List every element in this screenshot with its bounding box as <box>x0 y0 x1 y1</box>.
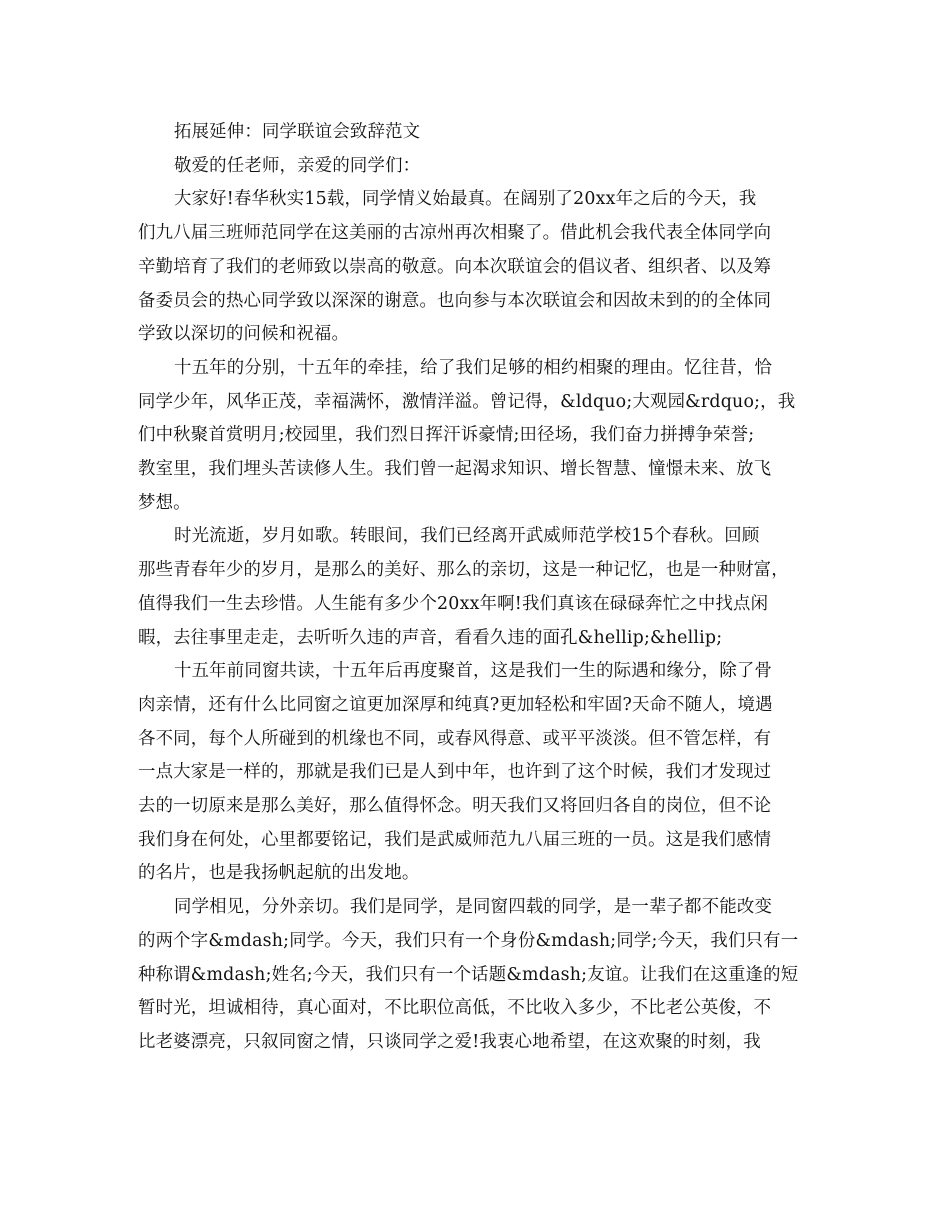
text-line: 我们身在何处，心里都要铭记，我们是武威师范九八届三班的一员。这是我们感情 <box>138 829 772 850</box>
text-line: 梦想。 <box>138 492 191 513</box>
text-line: 暇，去往事里走走，去听听久违的声音，看看久违的面孔&hellip;&hellip; <box>138 627 723 648</box>
text-line: 值得我们一生去珍惜。人生能有多少个20xx年啊!我们真该在碌碌奔忙之中找点闲 <box>138 593 769 614</box>
text-line: 十五年前同窗共读，十五年后再度聚首，这是我们一生的际遇和缘分，除了骨 <box>174 661 773 682</box>
text-line: 大家好!春华秋实15载，同学情义始最真。在阔别了20xx年之后的今天，我 <box>174 189 757 210</box>
text-line: 那些青春年少的岁月，是那么的美好、那么的亲切，这是一种记忆，也是一种财富， <box>138 560 789 581</box>
text-line: 去的一切原来是那么美好，那么值得怀念。明天我们又将回归各自的岗位，但不论 <box>138 796 772 817</box>
text-line: 们九八届三班师范同学在这美丽的古凉州再次相聚了。借此机会我代表全体同学向 <box>138 223 772 244</box>
text-line: 比老婆漂亮，只叙同窗之情，只谈同学之爱!我衷心地希望，在这欢聚的时刻，我 <box>138 1031 761 1052</box>
text-line: 同学少年，风华正茂，幸福满怀，激情洋溢。曾记得，&ldquo;大观园&rdquo;，我 <box>138 391 796 412</box>
text-line: 暂时光，坦诚相待，真心面对，不比职位高低，不比收入多少，不比老公英俊，不 <box>138 998 772 1019</box>
text-line: 备委员会的热心同学致以深深的谢意。也向参与本次联谊会和因故未到的的全体同 <box>138 290 772 311</box>
text-line: 们中秋聚首赏明月;校园里，我们烈日挥汗诉豪情;田径场，我们奋力拼搏争荣誉; <box>138 425 755 446</box>
text-line: 种称谓&mdash;姓名;今天，我们只有一个话题&mdash;友谊。让我们在这重逢的短 <box>138 964 799 985</box>
text-line: 辛勤培育了我们的老师致以崇高的敬意。向本次联谊会的倡议者、组织者、以及筹 <box>138 256 772 277</box>
text-line: 的名片，也是我扬帆起航的出发地。 <box>138 863 420 884</box>
text-line: 各不同，每个人所碰到的机缘也不同，或春风得意、或平平淡淡。但不管怎样，有 <box>138 728 772 749</box>
text-line: 时光流逝，岁月如歌。转眼间，我们已经离开武威师范学校15个春秋。回顾 <box>174 526 760 547</box>
text-line: 学致以深切的问候和祝福。 <box>138 324 350 345</box>
text-line: 的两个字&mdash;同学。今天，我们只有一个身份&mdash;同学;今天，我们只有一 <box>138 930 799 951</box>
text-line: 十五年的分别，十五年的牵挂，给了我们足够的相约相聚的理由。忆往昔，恰 <box>174 357 773 378</box>
text-line: 肉亲情，还有什么比同窗之谊更加深厚和纯真?更加轻松和牢固?天命不随人，境遇 <box>138 694 773 715</box>
text-line: 同学相见，分外亲切。我们是同学，是同窗四载的同学，是一辈子都不能改变 <box>174 897 773 918</box>
salutation-line: 敬爱的任老师，亲爱的同学们： <box>174 155 421 176</box>
document-page <box>138 116 820 1060</box>
text-line: 一点大家是一样的，那就是我们已是人到中年，也许到了这个时候，我们才发现过 <box>138 762 772 783</box>
heading-line: 拓展延伸：同学联谊会致辞范文 <box>174 122 421 142</box>
text-line: 教室里，我们埋头苦读修人生。我们曾一起渴求知识、增长智慧、憧憬未来、放飞 <box>138 459 772 480</box>
